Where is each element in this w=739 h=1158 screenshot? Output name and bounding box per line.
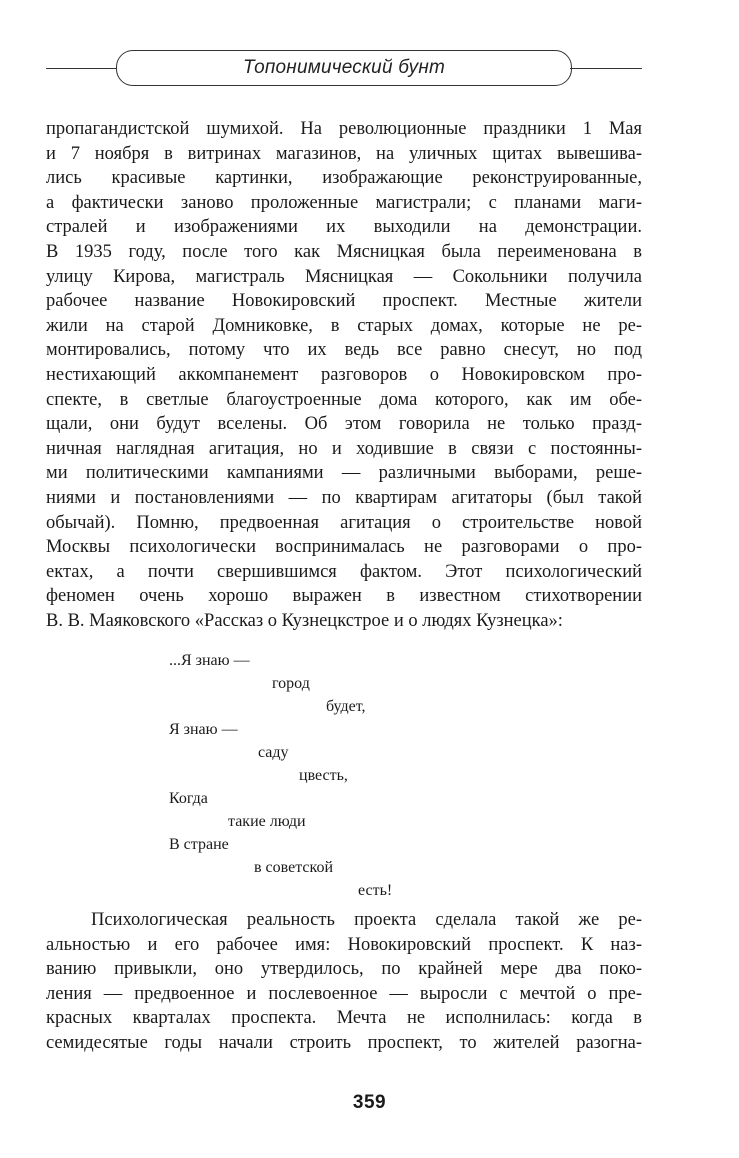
text-line: нестихающий аккомпанемент разговоров о Новокировском про- [46,364,642,385]
poem-line: саду [258,744,289,761]
text-line: ванию привыкли, оно утвердилось, по крайней мере два поко- [46,959,642,980]
text-line: В. В. Маяковского «Рассказ о Кузнецкстрое и о людях Кузнецка»: [46,610,563,631]
text-line: Москвы психологически воспринималась не разговорами о про- [46,537,642,558]
text-line: рабочее название Новокировский проспект. Местные жители [46,291,642,312]
text-line: ми политическими кампаниями — различными выборами, реше- [46,463,642,484]
text-line: В 1935 году, после того как Мясницкая была переименована в [46,241,642,262]
page-number: 359 [352,1092,387,1113]
header-rule-right [570,68,642,69]
text-line: стралей и изображениями их выходили на демонстрации. [46,217,642,238]
text-line: монтировались, потому что их ведь все равно снесут, но под [46,340,642,361]
poem-line: Когда [169,790,208,807]
text-line: жили на старой Домниковке, в старых домах, которые не ре- [46,315,642,336]
paragraph-2 [46,908,642,1056]
text-line: Психологическая реальность проекта сделала такой же ре- [91,910,642,930]
poem-line: есть! [358,882,393,899]
text-line: спекте, в светлые благоустроенные дома которого, как им обе- [46,389,642,410]
text-line: а фактически заново проложенные магистрали; с планами маги- [46,192,642,213]
text-line: ниями и постановлениями — по квартирам агитаторы (был такой [46,487,642,508]
text-line: ектах, а почти свершившимся фактом. Этот психологический [46,561,642,582]
poem-line: цвесть, [299,767,348,784]
text-line: ления — предвоенное и послевоенное — выросли с мечтой о пре- [46,983,642,1004]
poem-line: такие люди [228,813,306,830]
poem-line: будет, [326,698,366,715]
poem-line: Я знаю — [169,721,238,738]
poem-line: город [272,675,310,692]
text-line: ничная наглядная агитация, но и ходившие в связи с постоянны- [46,438,642,459]
poem-line: В стране [169,836,229,853]
text-line: и 7 ноября в витринах магазинов, на уличных щитах вывешива- [46,143,642,164]
text-line: альностью и его рабочее имя: Новокировский проспект. К наз- [46,934,642,955]
text-line: щали, они будут вселены. Об этом говорила не только празд- [46,414,642,435]
poem-line: ...Я знаю — [169,652,250,669]
running-header [46,46,642,90]
text-line: лись красивые картинки, изображающие реконструированные, [46,168,642,189]
paragraph-1 [46,117,642,633]
poem-line: в советской [254,859,334,876]
text-line: красных кварталах проспекта. Мечта не исполнилась: когда в [46,1008,642,1029]
text-line: пропагандистской шумихой. На революционные праздники 1 Мая [46,119,642,139]
text-line: обычай). Помню, предвоенная агитация о строительстве новой [46,512,642,533]
running-title: Топонимический бунт [242,57,446,78]
header-capsule [116,50,572,86]
text-line: семидесятые годы начали строить проспект, то жителей разогна- [46,1032,642,1053]
header-rule-left [46,68,118,69]
text-line: феномен очень хорошо выражен в известном стихотворении [46,586,642,607]
text-line: улицу Кирова, магистраль Мясницкая — Сокольники получила [46,266,642,287]
